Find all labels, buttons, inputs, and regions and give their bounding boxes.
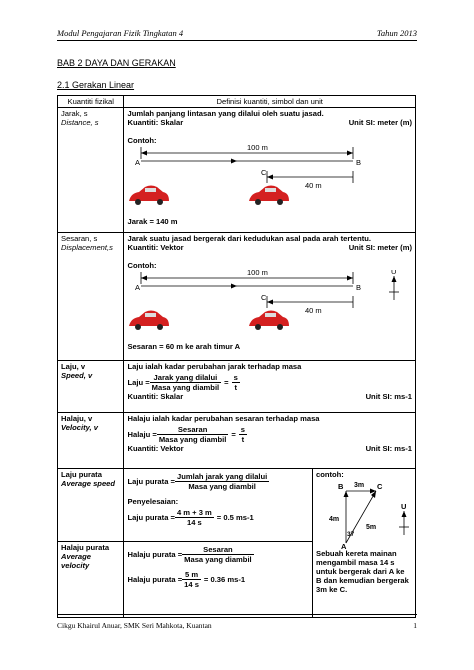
displacement-example-label: Contoh: — [127, 261, 157, 270]
avg-velocity-cell — [58, 542, 124, 618]
distance-point-c: C — [261, 168, 267, 177]
avg-velocity-calc-fraction — [182, 570, 201, 589]
speed-def-cell — [124, 361, 416, 413]
velocity-name: Halaju, v — [61, 414, 93, 423]
speed-lhs: Laju = — [127, 378, 150, 387]
speed-quantity: Kuantiti: Skalar — [127, 392, 184, 401]
avg-velocity-name-en: Average velocity — [61, 552, 91, 570]
avg-speed-calc-num: 4 m + 3 m — [176, 508, 212, 517]
page-header — [57, 26, 417, 41]
avg-velocity-num: Sesaran — [182, 545, 254, 555]
distance-diagram — [127, 145, 409, 217]
velocity-definition: Halaju ialah kadar perubahan sesaran terhadap masa — [127, 414, 320, 423]
distance-example-label: Contoh: — [127, 136, 157, 145]
distance-def-cell — [124, 108, 416, 233]
displacement-north-label: U — [391, 270, 397, 276]
avg-speed-solution-label: Penyelesaian: — [127, 497, 179, 506]
triangle-side-ac: 5m — [366, 524, 377, 531]
section-title: 2.1 Gerakan Linear — [57, 80, 135, 90]
velocity-fraction-st — [239, 425, 247, 444]
avg-speed-name: Laju purata — [61, 470, 102, 479]
avg-velocity-def-cell — [124, 542, 313, 618]
avg-speed-name-en: Average speed — [61, 479, 116, 488]
distance-len-ab: 100 m — [247, 145, 269, 152]
avg-speed-num: Jumlah jarak yang dilalui — [176, 472, 268, 481]
page-number: 1 — [413, 621, 417, 630]
displacement-len-cb: 40 m — [305, 306, 323, 315]
velocity-def-cell — [124, 413, 416, 469]
speed-den2: t — [234, 383, 237, 392]
velocity-lhs: Halaju = — [127, 430, 157, 439]
velocity-num: Sesaran — [157, 425, 229, 435]
displacement-name-en: Displacement,s — [61, 243, 113, 252]
avg-velocity-name: Halaju purata — [61, 543, 110, 552]
car-icon — [129, 311, 169, 331]
triangle-point-c: C — [377, 482, 383, 491]
north-arrow-icon — [389, 270, 399, 300]
displacement-result: Sesaran = 60 m ke arah timur A — [127, 342, 241, 351]
displacement-unit: Unit SI: meter (m) — [348, 243, 412, 252]
speed-name: Laju, v — [61, 362, 86, 371]
distance-point-b: B — [356, 158, 362, 167]
velocity-quantity: Kuantiti: Vektor — [127, 444, 184, 453]
triangle-point-a: A — [341, 542, 347, 549]
example-cell — [313, 469, 416, 618]
triangle-side-bc: 3m — [354, 482, 365, 489]
velocity-fraction — [157, 425, 229, 444]
avg-velocity-den: Masa yang diambil — [184, 555, 252, 564]
avg-velocity-calc-den: 14 s — [184, 580, 199, 589]
displacement-len-ab: 100 m — [247, 270, 269, 277]
distance-name-en: Distance, s — [61, 118, 99, 127]
displacement-point-a: A — [135, 283, 141, 292]
avg-velocity-fraction — [182, 545, 254, 564]
speed-num2: s — [233, 373, 238, 382]
speed-fraction-st — [232, 373, 240, 392]
displacement-point-b: B — [356, 283, 362, 292]
triangle-diagram — [316, 479, 412, 549]
velocity-eq: = — [231, 430, 236, 439]
car-icon — [249, 311, 289, 331]
velocity-cell — [58, 413, 124, 469]
avg-speed-calc-den: 14 s — [186, 518, 202, 527]
page-footer — [57, 614, 417, 630]
avg-speed-calc-fraction — [175, 508, 214, 527]
avg-velocity-calc-num: 5 m — [182, 570, 201, 580]
distance-quantity: Kuantiti: Skalar — [127, 118, 184, 127]
distance-unit: Unit SI: meter (m) — [348, 118, 412, 127]
displacement-definition: Jarak suatu jasad bergerak dari kedudukan asal pada arah tertentu. — [127, 234, 372, 243]
avg-speed-fraction — [175, 472, 269, 491]
avg-speed-calc-result: = 0.5 ms-1 — [216, 513, 254, 522]
distance-result: Jarak = 140 m — [127, 217, 178, 226]
example-description: Sebuah kereta mainan mengambil masa 14 s untuk bergerak dari A ke B dan kemudian bergerak 3m ke C. — [316, 549, 409, 594]
distance-point-a: A — [135, 158, 141, 167]
avg-velocity-calc-lhs: Halaju purata = — [127, 575, 183, 584]
velocity-den2: t — [241, 435, 245, 444]
distance-cell — [58, 108, 124, 233]
triangle-side-ab: 4m — [329, 516, 340, 523]
header-left: Modul Pengajaran Fizik Tingkatan 4 — [57, 28, 184, 38]
footer-left: Cikgu Khairul Anuar, SMK Seri Mahkota, Kuantan — [57, 621, 212, 630]
col-header-definition: Definisi kuantiti, simbol dan unit — [124, 96, 416, 108]
avg-speed-lhs: Laju purata = — [127, 477, 175, 486]
distance-len-cb: 40 m — [305, 181, 323, 190]
car-icon — [129, 186, 169, 206]
displacement-name: Sesaran, s — [61, 234, 98, 243]
example-label: contoh: — [316, 470, 344, 479]
velocity-den: Masa yang diambil — [158, 435, 227, 444]
displacement-quantity: Kuantiti: Vektor — [127, 243, 184, 252]
avg-velocity-calc-result: = 0.36 ms-1 — [203, 575, 246, 584]
avg-speed-def-cell — [124, 469, 313, 542]
speed-cell — [58, 361, 124, 413]
speed-num: Jarak yang dilalui — [150, 373, 222, 383]
displacement-point-c: C — [261, 293, 267, 302]
speed-name-en: Speed, v — [61, 371, 93, 380]
avg-velocity-lhs: Halaju purata = — [127, 550, 183, 559]
quantities-table — [57, 95, 416, 618]
speed-unit: Unit SI: ms-1 — [365, 392, 412, 401]
avg-speed-cell — [58, 469, 124, 542]
speed-fraction — [150, 373, 222, 392]
speed-den: Masa yang diambil — [151, 383, 220, 392]
header-right: Tahun 2013 — [376, 28, 417, 38]
car-icon — [249, 186, 289, 206]
velocity-unit: Unit SI: ms-1 — [365, 444, 412, 453]
distance-definition: Jumlah panjang lintasan yang dilalui oleh suatu jasad. — [127, 109, 324, 118]
avg-speed-den: Masa yang diambil — [188, 482, 256, 491]
triangle-north-label: U — [401, 502, 407, 511]
chapter-title: BAB 2 DAYA DAN GERAKAN — [57, 58, 176, 68]
avg-speed-calc-lhs: Laju purata = — [127, 513, 175, 522]
displacement-cell — [58, 233, 124, 361]
speed-eq: = — [224, 378, 229, 387]
triangle-angle: 37 — [347, 531, 355, 538]
col-header-quantity: Kuantiti fizikal — [58, 96, 124, 108]
distance-name: Jarak, s — [61, 109, 88, 118]
north-arrow-icon — [399, 502, 409, 535]
velocity-name-en: Velocity, v — [61, 423, 99, 432]
displacement-diagram — [127, 270, 409, 342]
triangle-point-b: B — [338, 482, 344, 491]
speed-definition: Laju ialah kadar perubahan jarak terhadap masa — [127, 362, 302, 371]
velocity-num2: s — [240, 425, 246, 434]
displacement-def-cell — [124, 233, 416, 361]
